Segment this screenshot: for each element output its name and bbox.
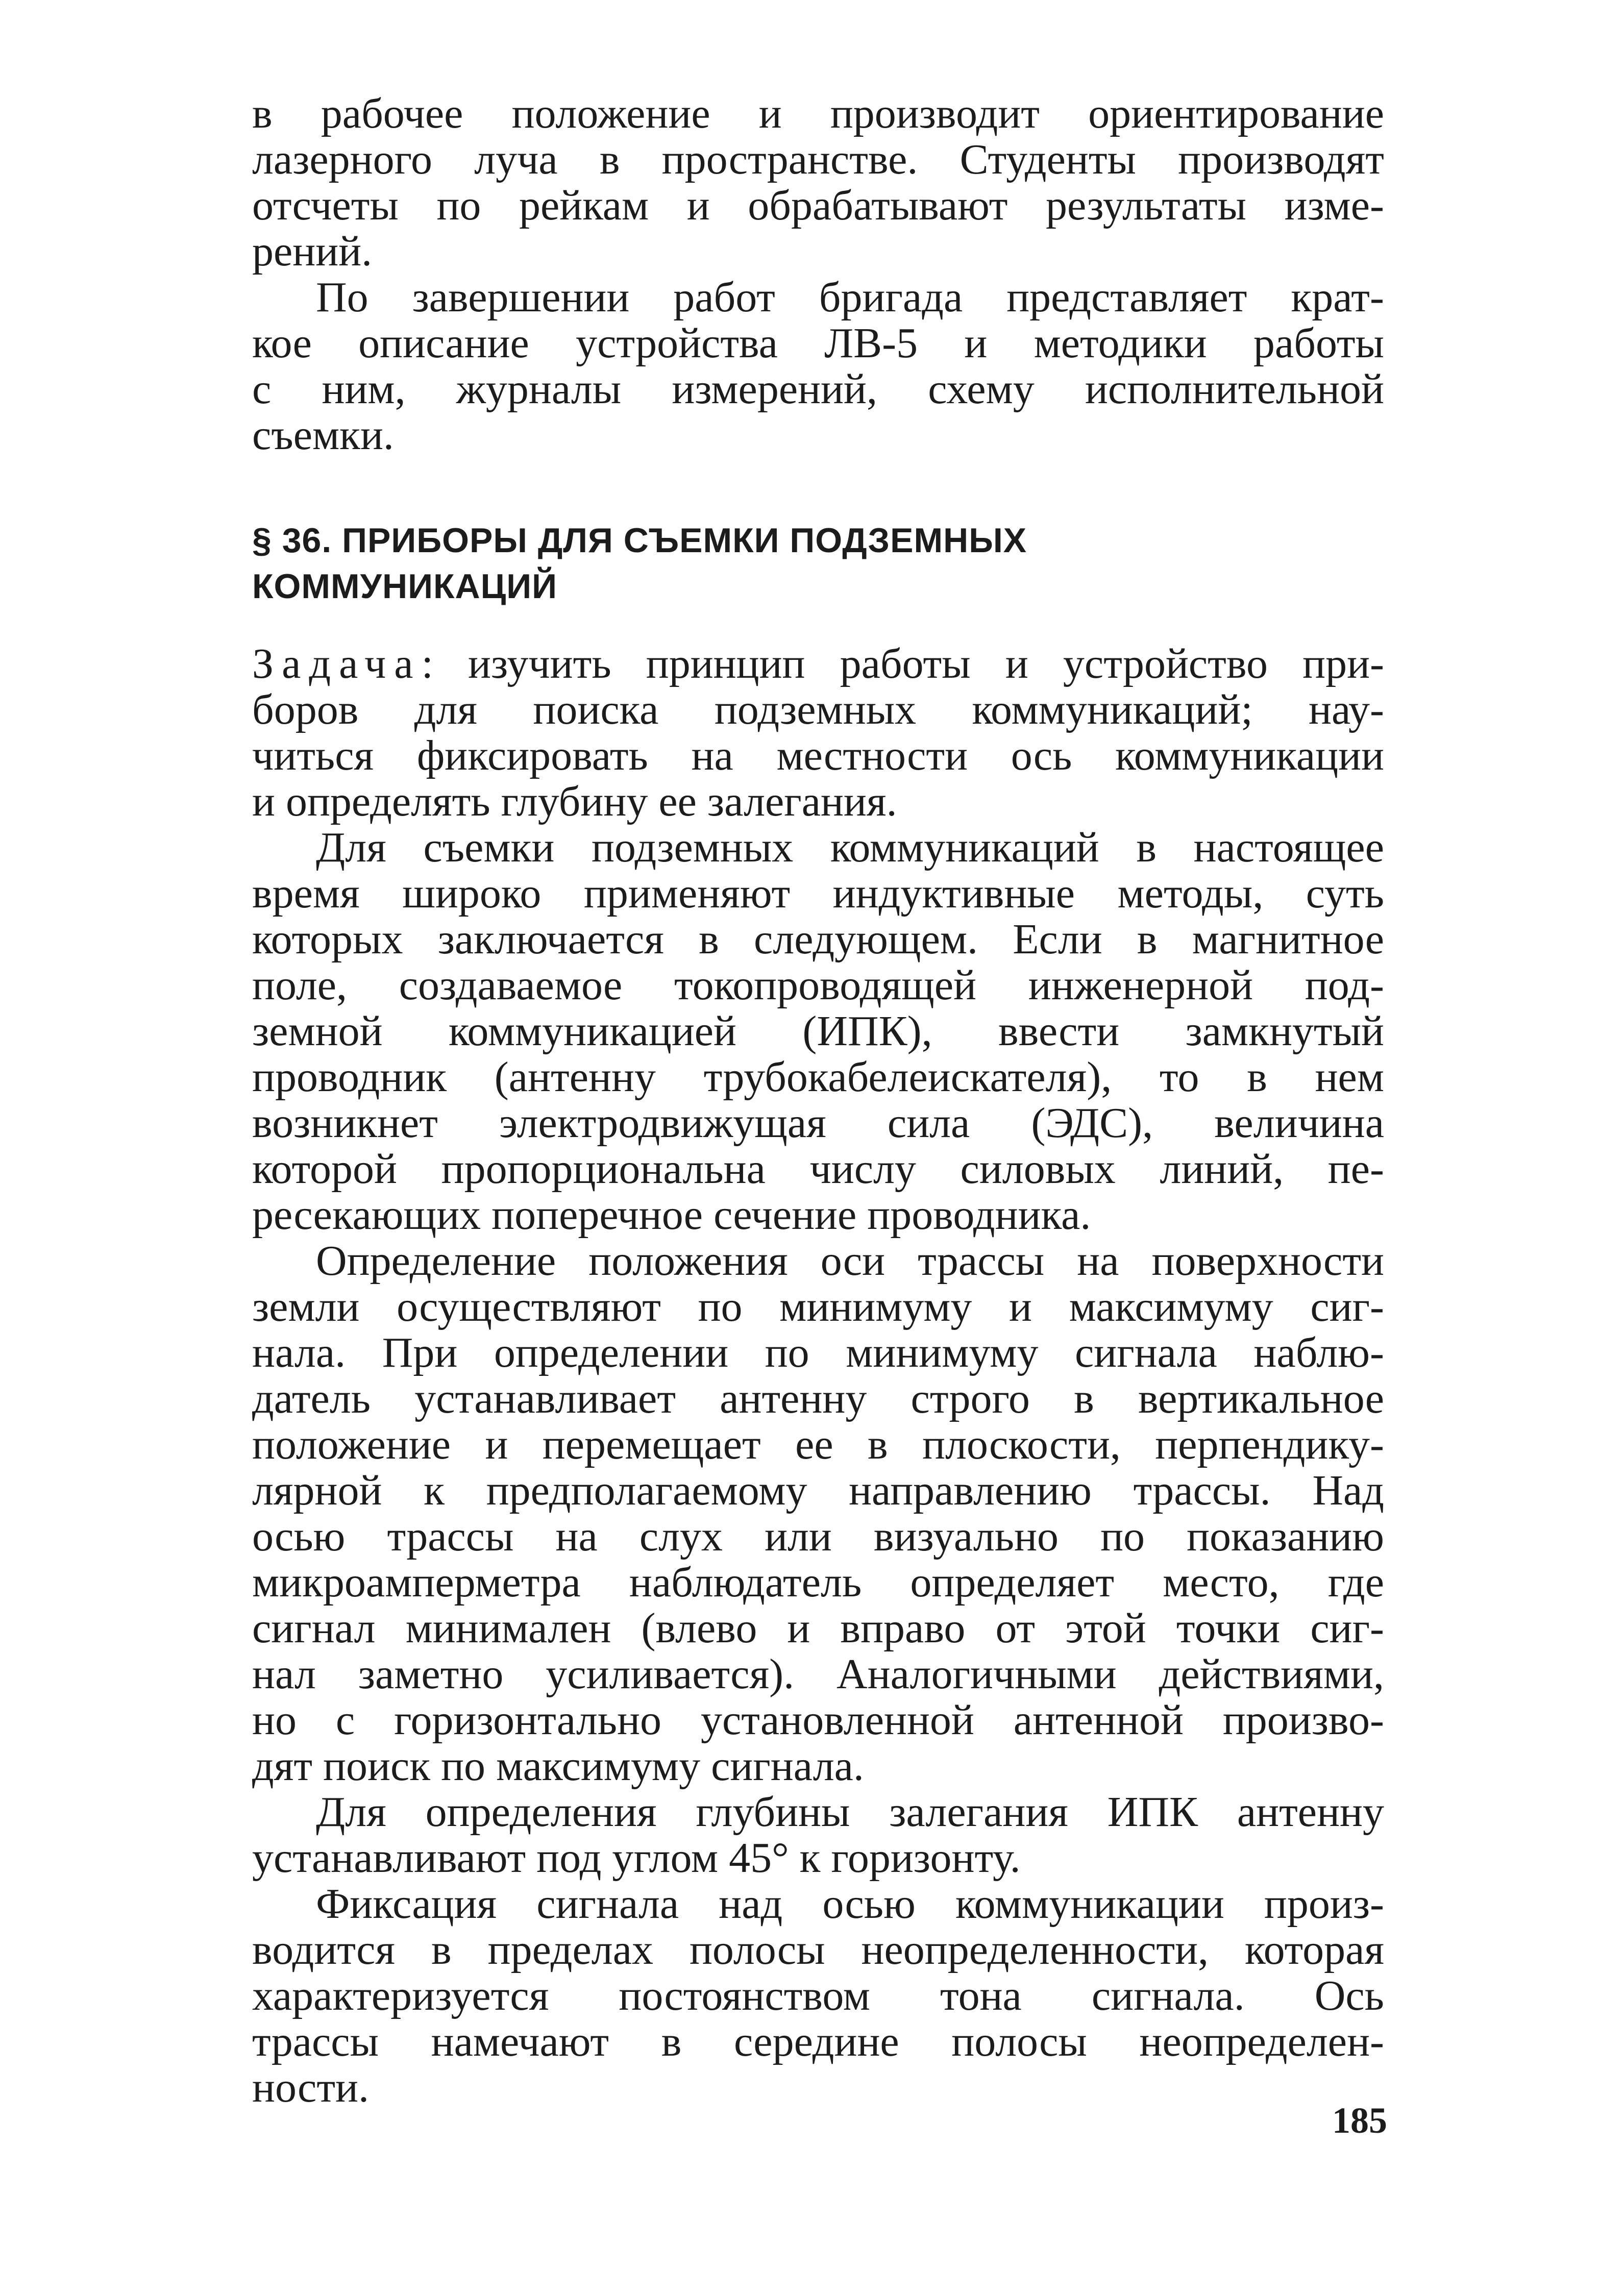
text-line: с ним, журналы измерений, схему исполнительной (252, 365, 1384, 413)
fixation-paragraph (252, 1881, 1384, 2111)
induction-paragraph (252, 825, 1384, 1238)
task-text: : изучить принцип работы и устройство при- (421, 640, 1384, 687)
text-line: но с горизонтально установленной антенной произво- (252, 1696, 1384, 1744)
section-title-line: КОММУНИКАЦИЙ (252, 567, 558, 606)
text-line: сигнал минимален (влево и вправо от этой точки сиг- (252, 1605, 1384, 1652)
text-line: Для определения глубины залегания ИПК антенну (316, 1788, 1384, 1836)
conclusion-paragraph (252, 275, 1384, 458)
text-line: ресекающих поперечное сечение проводника. (252, 1191, 1091, 1239)
text-line: трассы намечают в середине полосы неопределен- (252, 2018, 1384, 2065)
text-line: датель устанавливает антенну строго в вертикальное (252, 1375, 1384, 1422)
text-line: нала. При определении по минимуму сигнала наблю- (252, 1329, 1384, 1376)
text-line: ности. (252, 2064, 369, 2111)
page-number: 185 (1332, 2100, 1387, 2141)
text-line: земной коммуникацией (ИПК), ввести замкнутый (252, 1007, 1384, 1055)
task-label: Задача (252, 640, 422, 687)
text-line: лазерного луча в пространстве. Студенты производят (252, 136, 1384, 183)
text-line: земли осуществляют по минимуму и максимуму сиг- (252, 1283, 1384, 1330)
text-line: По завершении работ бригада представляет крат- (316, 274, 1384, 321)
depth-paragraph (252, 1789, 1384, 1881)
text-line: поле, создаваемое токопроводящей инженерной под- (252, 961, 1384, 1009)
text-line: время широко применяют индуктивные методы, суть (252, 870, 1384, 917)
text-line: читься фиксировать на местности ось коммуникации (252, 732, 1384, 779)
text-line: микроамперметра наблюдатель определяет место, где (252, 1559, 1384, 1606)
text-line: и определять глубину ее залегания. (252, 778, 897, 825)
text-line: в рабочее положение и производит ориентирование (252, 90, 1384, 137)
text-line: Определение положения оси трассы на поверхности (316, 1237, 1384, 1285)
task-paragraph (252, 641, 1384, 825)
text-line: положение и перемещает ее в плоскости, перпендику- (252, 1421, 1384, 1468)
text-line: боров для поиска подземных коммуникаций; нау- (252, 686, 1384, 733)
text-line: Фиксация сигнала над осью коммуникации произ- (316, 1880, 1384, 1928)
text-line: которой пропорциональна числу силовых линий, пе- (252, 1145, 1384, 1193)
text-line: устанавливают под углом 45° к горизонту. (252, 1834, 1021, 1882)
text-line: кое описание устройства ЛВ-5 и методики работы (252, 319, 1384, 367)
text-line: Для съемки подземных коммуникаций в настоящее (316, 824, 1384, 871)
text-line: съемки. (252, 411, 394, 459)
text-line: характеризуется постоянством тона сигнала. Ось (252, 1972, 1384, 2019)
text-line: проводник (антенну трубокабелеискателя), то в нем (252, 1053, 1384, 1101)
top-paragraph (252, 91, 1384, 275)
text-line: нал заметно усиливается). Аналогичными действиями, (252, 1650, 1384, 1698)
text-line: которых заключается в следующем. Если в магнитное (252, 916, 1384, 963)
text-line: рений. (252, 228, 373, 275)
text-line: дят поиск по максимуму сигнала. (252, 1742, 864, 1790)
text-line: лярной к предполагаемому направлению трассы. Над (252, 1467, 1384, 1514)
text-line: водится в пределах полосы неопределенности, которая (252, 1926, 1384, 1973)
text-line (252, 641, 1384, 687)
text-line: отсчеты по рейкам и обрабатывают результаты изме- (252, 182, 1384, 229)
section-title-line: § 36. ПРИБОРЫ ДЛЯ СЪЕМКИ ПОДЗЕМНЫХ (252, 521, 1027, 560)
axis-paragraph (252, 1238, 1384, 1789)
text-line: осью трассы на слух или визуально по показанию (252, 1513, 1384, 1560)
text-line: возникнет электродвижущая сила (ЭДС), величина (252, 1099, 1384, 1147)
section-heading (252, 517, 1384, 609)
